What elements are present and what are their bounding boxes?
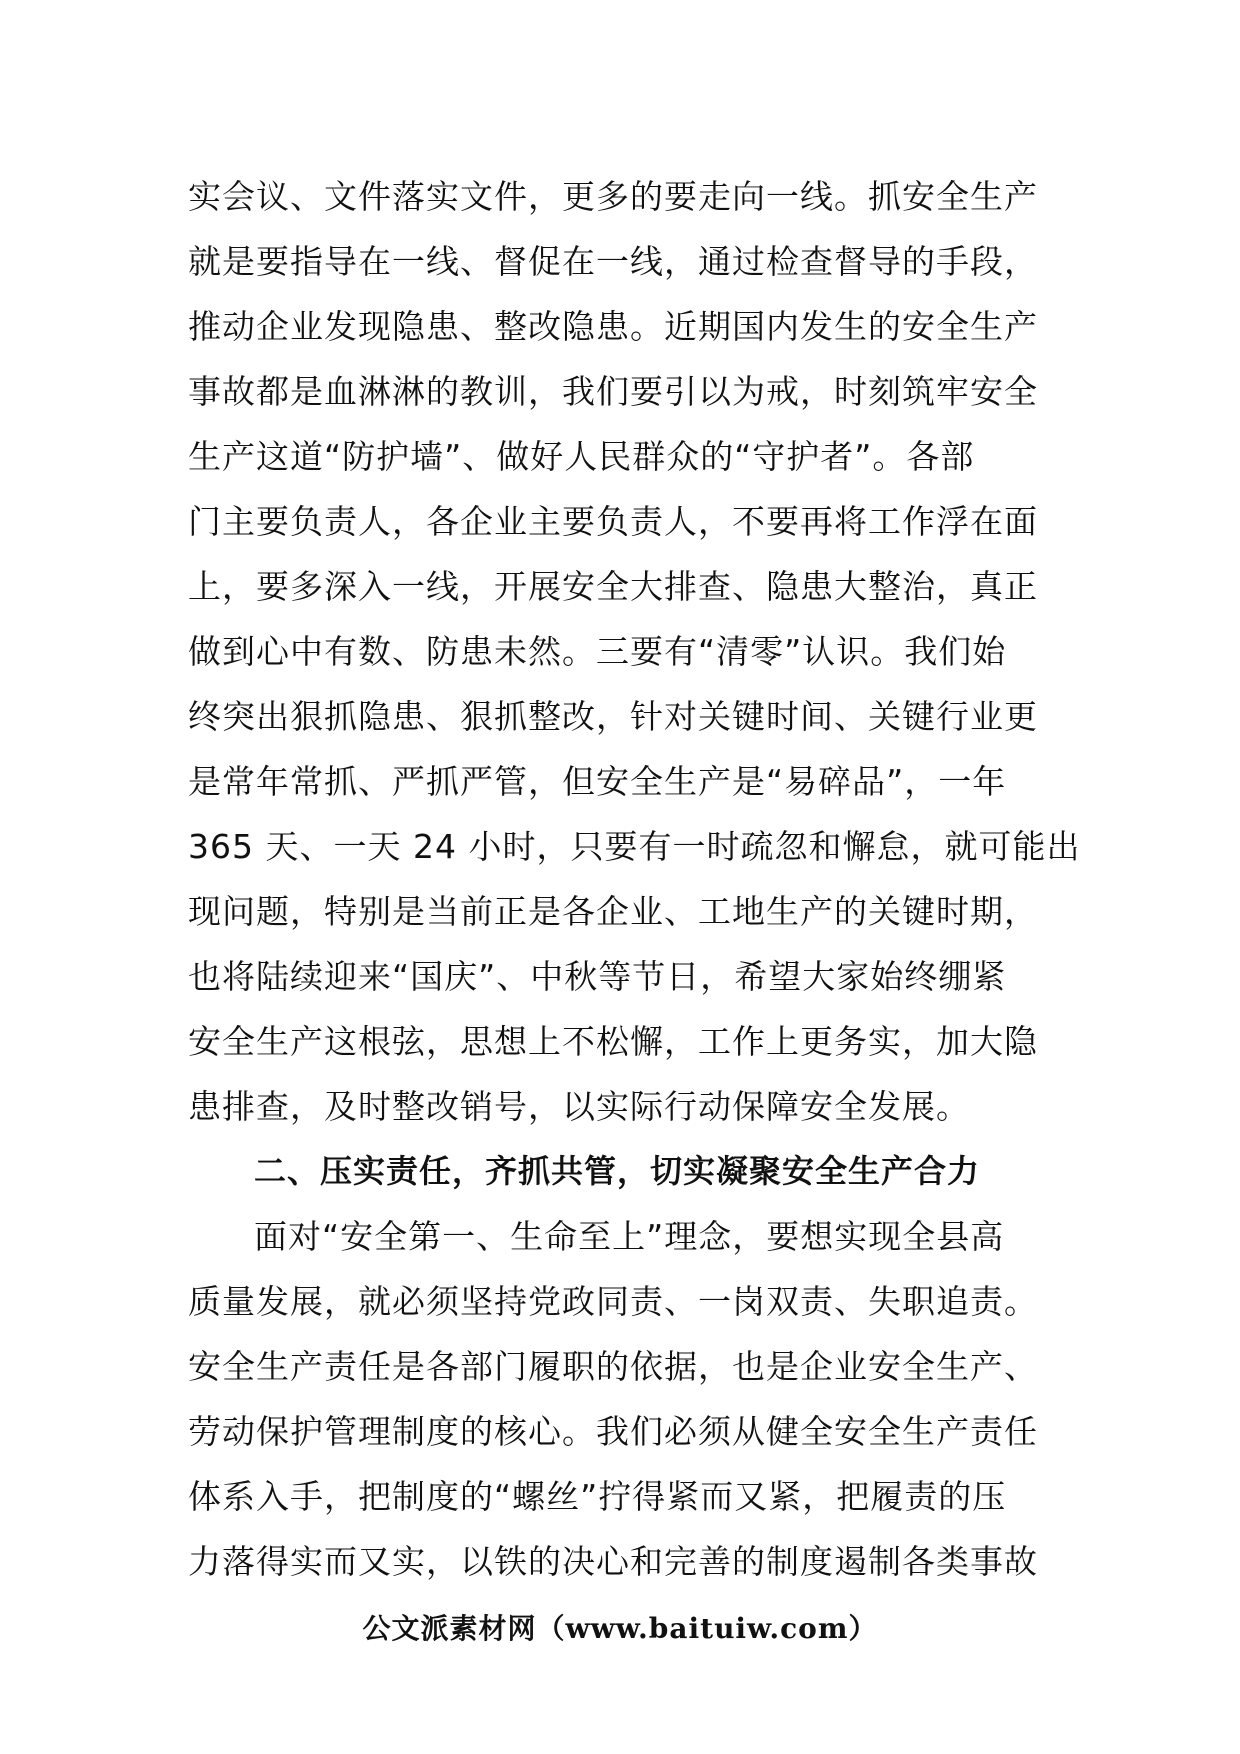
paragraph-line: 终突出狠抓隐患、狠抓整改，针对关键时间、关键行业更 [188, 697, 1038, 736]
footer-watermark-text: 公文派素材网（www.baituiw.com） [362, 1612, 878, 1645]
paragraph-line: 做到心中有数、防患未然。三要有“清零”认识。我们始 [188, 632, 1007, 671]
paragraph-line: 就是要指导在一线、督促在一线，通过检查督导的手段， [188, 242, 1038, 281]
paragraph-line: 推动企业发现隐患、整改隐患。近期国内发生的安全生产 [188, 307, 1038, 346]
paragraph-line: 门主要负责人，各企业主要负责人，不要再将工作浮在面 [188, 502, 1038, 541]
paragraph-line: 是常年常抓、严抓严管，但安全生产是“易碎品”，一年 [188, 762, 1007, 801]
section-heading: 二、压实责任，齐抓共管，切实凝聚安全生产合力 [254, 1152, 981, 1190]
paragraph-line: 安全生产这根弦，思想上不松懈，工作上更务实，加大隐 [188, 1022, 1038, 1061]
paragraph-line: 安全生产责任是各部门履职的依据，也是企业安全生产、 [188, 1347, 1038, 1386]
paragraph-line: 生产这道“防护墙”、做好人民群众的“守护者”。各部 [188, 437, 975, 476]
paragraph-line: 力落得实而又实，以铁的决心和完善的制度遏制各类事故 [188, 1542, 1038, 1581]
paragraph-line: 患排查，及时整改销号，以实际行动保障安全发展。 [188, 1087, 970, 1126]
paragraph-line: 劳动保护管理制度的核心。我们必须从健全安全生产责任 [188, 1412, 1038, 1451]
paragraph-line: 面对“安全第一、生命至上”理念，要想实现全县高 [254, 1217, 1005, 1256]
paragraph-line: 事故都是血淋淋的教训，我们要引以为戒，时刻筑牢安全 [188, 372, 1038, 411]
paragraph-line: 上，要多深入一线，开展安全大排查、隐患大整治，真正 [188, 567, 1038, 606]
paragraph-line: 也将陆续迎来“国庆”、中秋等节日，希望大家始终绷紧 [188, 957, 1007, 996]
paragraph-line: 实会议、文件落实文件，更多的要走向一线。抓安全生产 [188, 177, 1038, 216]
paragraph-line: 体系入手，把制度的“螺丝”拧得紧而又紧，把履责的压 [188, 1477, 1007, 1516]
paragraph-line: 质量发展，就必须坚持党政同责、一岗双责、失职追责。 [188, 1282, 1038, 1321]
document-body [188, 164, 1081, 1594]
paragraph-line: 现问题，特别是当前正是各企业、工地生产的关键时期， [188, 892, 1038, 931]
paragraph-line: 365 天、一天 24 小时，只要有一时疏忽和懈怠，就可能出 [188, 827, 1081, 866]
